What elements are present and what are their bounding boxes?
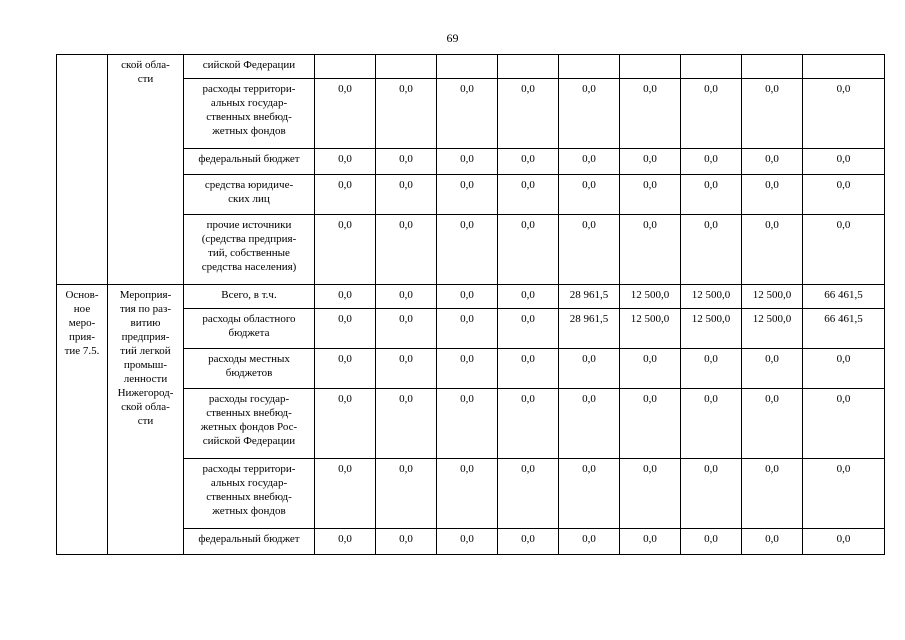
value-cell: 28 961,5 — [559, 309, 620, 349]
value-cell: 0,0 — [376, 459, 437, 529]
value-cell: 0,0 — [376, 529, 437, 555]
value-cell — [315, 55, 376, 79]
value-cell — [376, 55, 437, 79]
value-cell: 0,0 — [376, 215, 437, 285]
value-cell: 28 961,5 — [559, 285, 620, 309]
value-cell: 0,0 — [498, 285, 559, 309]
value-cell: 0,0 — [681, 349, 742, 389]
value-cell: 0,0 — [437, 389, 498, 459]
value-cell: 0,0 — [437, 149, 498, 175]
value-cell: 0,0 — [742, 459, 803, 529]
value-cell: 0,0 — [437, 309, 498, 349]
value-cell: 0,0 — [437, 459, 498, 529]
table-row — [57, 55, 885, 79]
value-cell: 0,0 — [315, 285, 376, 309]
value-cell: 66 461,5 — [803, 309, 885, 349]
value-cell: 0,0 — [376, 389, 437, 459]
value-cell: 12 500,0 — [742, 309, 803, 349]
table-row — [57, 285, 885, 309]
funding-source-cell: расходы государ- ственных внебюд- жетных фондов Рос- сийской Федерации — [184, 389, 315, 459]
value-cell — [559, 55, 620, 79]
value-cell: 0,0 — [376, 79, 437, 149]
value-cell: 0,0 — [437, 285, 498, 309]
value-cell: 0,0 — [620, 215, 681, 285]
value-cell: 0,0 — [315, 149, 376, 175]
value-cell: 0,0 — [559, 149, 620, 175]
program-cell: Основ- ное меро- прия- тие 7.5. — [57, 285, 108, 555]
value-cell: 0,0 — [315, 459, 376, 529]
value-cell: 0,0 — [315, 309, 376, 349]
value-cell: 0,0 — [681, 175, 742, 215]
value-cell: 0,0 — [376, 175, 437, 215]
value-cell: 0,0 — [437, 529, 498, 555]
value-cell: 0,0 — [437, 215, 498, 285]
value-cell: 0,0 — [803, 175, 885, 215]
value-cell: 0,0 — [498, 215, 559, 285]
measure-name-cell: ской обла- сти — [108, 55, 184, 285]
value-cell: 0,0 — [315, 349, 376, 389]
value-cell — [498, 55, 559, 79]
value-cell: 0,0 — [498, 459, 559, 529]
value-cell: 0,0 — [620, 79, 681, 149]
value-cell: 0,0 — [498, 309, 559, 349]
funding-source-cell: расходы местных бюджетов — [184, 349, 315, 389]
value-cell: 0,0 — [315, 389, 376, 459]
value-cell: 0,0 — [498, 149, 559, 175]
value-cell: 0,0 — [742, 389, 803, 459]
value-cell: 0,0 — [376, 285, 437, 309]
value-cell: 0,0 — [681, 459, 742, 529]
funding-source-cell: федеральный бюджет — [184, 149, 315, 175]
value-cell: 0,0 — [620, 149, 681, 175]
value-cell: 12 500,0 — [681, 309, 742, 349]
value-cell: 0,0 — [742, 149, 803, 175]
value-cell: 0,0 — [803, 79, 885, 149]
value-cell: 0,0 — [498, 529, 559, 555]
value-cell: 0,0 — [742, 175, 803, 215]
value-cell: 0,0 — [742, 215, 803, 285]
value-cell: 66 461,5 — [803, 285, 885, 309]
value-cell: 0,0 — [681, 389, 742, 459]
measure-name-cell: Мероприя- тия по раз- витию предприя- тий легкой промыш- ленности Нижегород- ской обла- сти — [108, 285, 184, 555]
value-cell: 0,0 — [437, 79, 498, 149]
value-cell: 0,0 — [437, 175, 498, 215]
value-cell: 0,0 — [803, 529, 885, 555]
program-cell — [57, 55, 108, 285]
value-cell: 0,0 — [803, 149, 885, 175]
value-cell: 0,0 — [376, 349, 437, 389]
value-cell: 0,0 — [559, 215, 620, 285]
value-cell: 0,0 — [803, 349, 885, 389]
page-number: 69 — [446, 31, 459, 45]
value-cell: 0,0 — [376, 309, 437, 349]
funding-source-cell: прочие источники (средства предприя- тий, собственные средства населения) — [184, 215, 315, 285]
value-cell: 0,0 — [620, 529, 681, 555]
value-cell: 0,0 — [559, 349, 620, 389]
value-cell: 0,0 — [315, 79, 376, 149]
value-cell: 0,0 — [498, 79, 559, 149]
funding-source-cell: федеральный бюджет — [184, 529, 315, 555]
value-cell: 0,0 — [559, 459, 620, 529]
value-cell: 0,0 — [803, 389, 885, 459]
value-cell — [620, 55, 681, 79]
funding-source-cell: расходы областного бюджета — [184, 309, 315, 349]
value-cell: 0,0 — [559, 79, 620, 149]
value-cell: 0,0 — [681, 529, 742, 555]
value-cell: 0,0 — [620, 349, 681, 389]
funding-source-cell: средства юридиче- ских лиц — [184, 175, 315, 215]
value-cell: 0,0 — [620, 459, 681, 529]
funding-source-cell: сийской Федерации — [184, 55, 315, 79]
value-cell: 0,0 — [559, 175, 620, 215]
value-cell: 0,0 — [742, 79, 803, 149]
funding-source-cell: Всего, в т.ч. — [184, 285, 315, 309]
value-cell: 0,0 — [498, 175, 559, 215]
value-cell — [803, 55, 885, 79]
value-cell: 0,0 — [803, 215, 885, 285]
funding-source-cell: расходы территори- альных государ- ственных внебюд- жетных фондов — [184, 459, 315, 529]
value-cell — [681, 55, 742, 79]
value-cell: 0,0 — [376, 149, 437, 175]
value-cell: 0,0 — [742, 529, 803, 555]
table-body — [57, 55, 885, 555]
value-cell: 0,0 — [620, 175, 681, 215]
value-cell: 0,0 — [681, 149, 742, 175]
value-cell: 0,0 — [681, 79, 742, 149]
value-cell: 0,0 — [315, 215, 376, 285]
value-cell: 12 500,0 — [681, 285, 742, 309]
funding-source-cell: расходы территори- альных государ- ственных внебюд- жетных фондов — [184, 79, 315, 149]
value-cell: 12 500,0 — [620, 309, 681, 349]
value-cell: 0,0 — [559, 389, 620, 459]
value-cell: 0,0 — [498, 389, 559, 459]
value-cell: 0,0 — [437, 349, 498, 389]
value-cell — [742, 55, 803, 79]
value-cell: 0,0 — [315, 529, 376, 555]
value-cell: 0,0 — [498, 349, 559, 389]
value-cell: 0,0 — [742, 349, 803, 389]
budget-table — [56, 54, 885, 555]
value-cell — [437, 55, 498, 79]
value-cell: 0,0 — [559, 529, 620, 555]
value-cell: 0,0 — [315, 175, 376, 215]
value-cell: 0,0 — [681, 215, 742, 285]
value-cell: 0,0 — [803, 459, 885, 529]
value-cell: 12 500,0 — [742, 285, 803, 309]
value-cell: 12 500,0 — [620, 285, 681, 309]
value-cell: 0,0 — [620, 389, 681, 459]
